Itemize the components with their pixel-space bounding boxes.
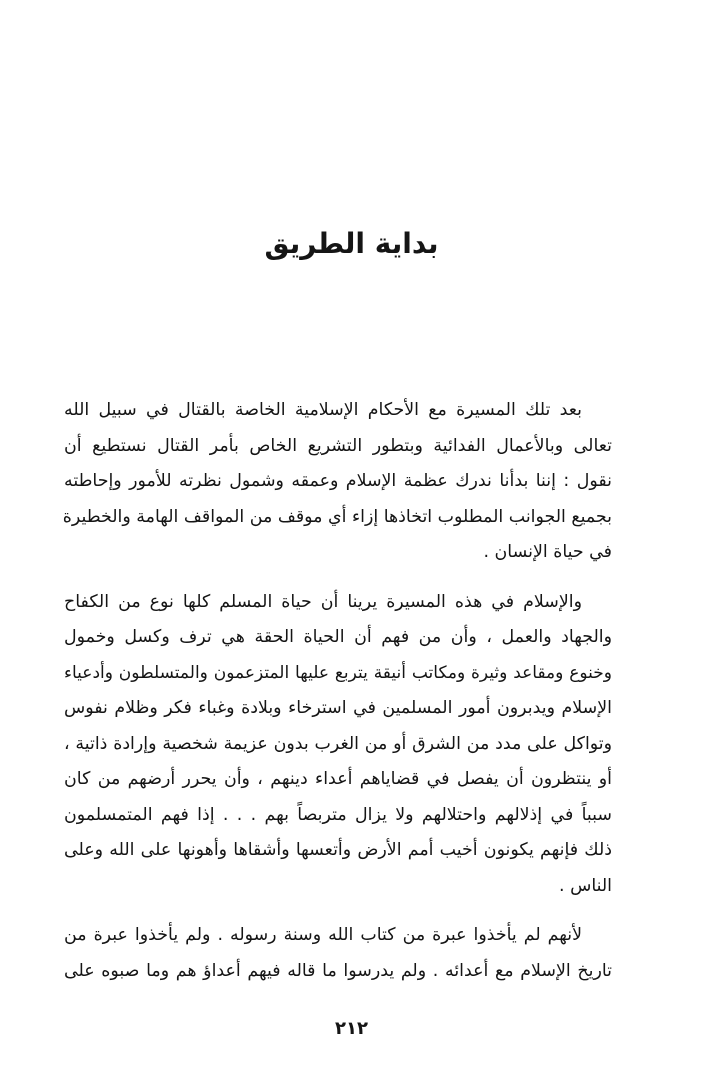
text-line: لأنهم لم يأخذوا عبرة من كتاب الله وسنة رسوله . ولم يأخذوا عبرة من <box>64 925 582 945</box>
text-line: نقول : إننا بدأنا ندرك عظمة الإسلام وعمقه وشمول نظرته للأمور وإحاطته <box>64 471 612 491</box>
text-line: سبباً في إذلالهم واحتلالهم ولا يزال متربصاً بهم . . . إذا فهم المتمسلمون <box>64 804 612 825</box>
text-line: وخنوع ومقاعد وثيرة ومكاتب أنيقة يتربع عليها المتزعمون والمتسلطون وأدعياء <box>64 662 612 683</box>
text-line: بعد تلك المسيرة مع الأحكام الإسلامية الخاصة بالقتال في سبيل الله <box>64 400 582 420</box>
paragraph-3 <box>64 918 612 989</box>
page-number: ٢١٢ <box>335 1018 368 1039</box>
chapter-title: بداية الطريق <box>264 227 439 260</box>
paragraph-1 <box>64 393 612 571</box>
text-line: تاريخ الإسلام مع أعدائه . ولم يدرسوا ما قاله فيهم أعداؤ هم وما صبوه على <box>64 960 612 981</box>
text-line: ذلك فإنهم يكونون أخيب أمم الأرض وأتعسها وأشقاها وأهونها على الله وعلى <box>64 840 612 860</box>
text-line: بجميع الجوانب المطلوب اتخاذها إزاء أي موقف من المواقف الهامة والخطيرة <box>62 506 612 527</box>
text-line: في حياة الإنسان . <box>483 542 612 562</box>
paragraph-2 <box>64 585 612 905</box>
text-line: الناس . <box>559 875 612 896</box>
text-line: وتواكل على مدد من الشرق أو من الغرب بدون عزيمة شخصية وإرادة ذاتية ، <box>64 733 612 754</box>
body-text <box>64 393 612 989</box>
text-line: والإسلام في هذه المسيرة يرينا أن حياة المسلم كلها نوع من الكفاح <box>64 591 582 612</box>
text-line: والجهاد والعمل ، وأن من فهم أن الحياة الحقة هي ترف وكسل وخمول <box>64 627 612 647</box>
text-line: الإسلام ويدبرون أمور المسلمين في استرخاء وبلادة وغباء فكر وظلام نفوس <box>64 698 612 718</box>
text-line: تعالى وبالأعمال الفدائية وبتطور التشريع الخاص بأمر القتال نستطيع أن <box>64 435 612 456</box>
text-line: أو ينتظرون أن يفصل في قضاياهم أعداء دينهم ، وأن يحرر أرضهم من كان <box>64 769 612 789</box>
